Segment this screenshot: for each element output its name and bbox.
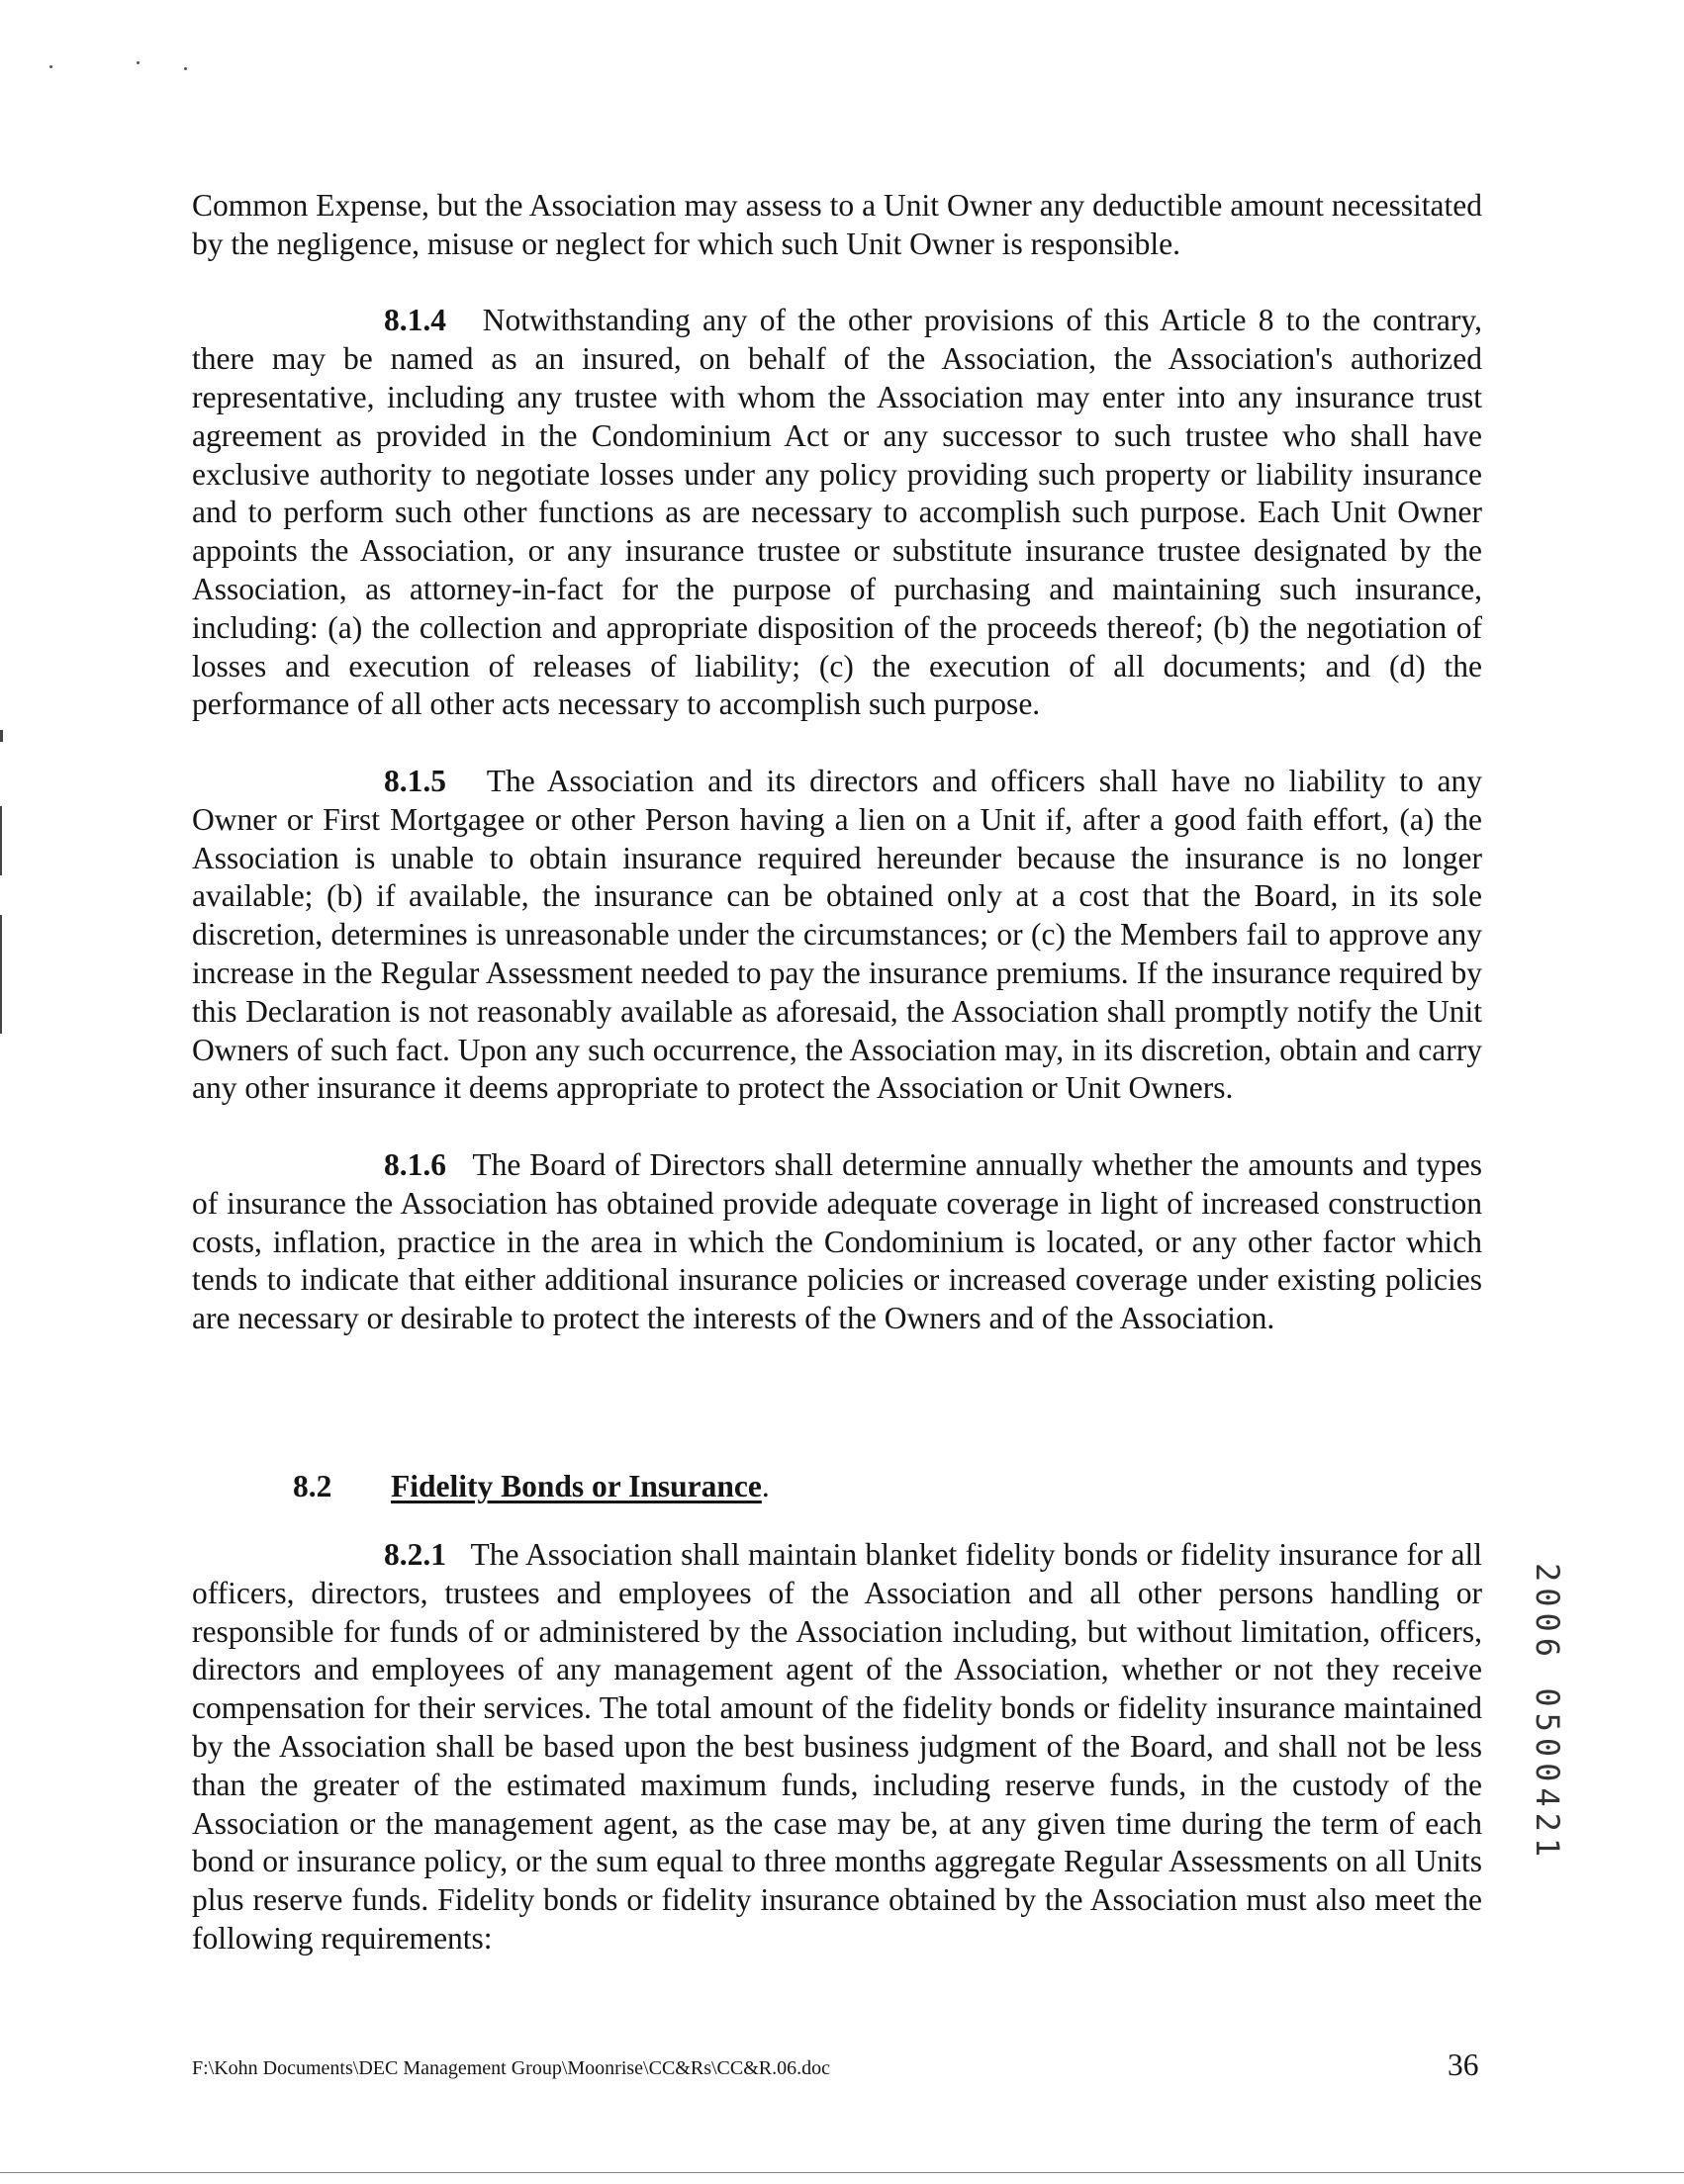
- section-8-1-6: [192, 1146, 1482, 1338]
- main-text: [192, 187, 1482, 1338]
- recording-stamp: 2006 0500421: [1529, 1563, 1566, 1864]
- footer-file-path: F:\Kohn Documents\DEC Management Group\Moonrise\CC&Rs\CC&R.06.doc: [192, 2057, 830, 2079]
- section-text: Notwithstanding any of the other provisions of this Article 8 to the contrary, there may be named as an insured, on behalf of the Association, the Association's authorized representative, including any trustee with whom the Association may enter into any insurance trust agreement as provided in the Condominium Act or any successor to such trustee who shall have exclusive authority to negotiate losses under any policy providing such property or liability insurance and to perform such other functions as are necessary to accomplish such purpose. Each Unit Owner appoints the Association, or any insurance trustee or substitute insurance trustee designated by the Association, as attorney-in-fact for the purpose of purchasing and maintaining such insurance, including: (a) the collection and appropriate disposition of the proceeds thereof; (b) the negotiation of losses and execution of releases of liability; (c) the execution of all documents; and (d) the performance of all other acts necessary to accomplish such purpose.: [192, 303, 1482, 722]
- section-number: 8.2.1: [384, 1537, 446, 1572]
- section-number: 8.1.6: [384, 1146, 446, 1182]
- scan-bottom-edge: [0, 2172, 1684, 2173]
- section-8-2-title: Fidelity Bonds or Insurance: [391, 1469, 762, 1503]
- section-text: The Association and its directors and officers shall have no liability to any Owner or First Mortgagee or other Person having a lien on a Unit if, after a good faith effort, (a) the Association is unable to obtain insurance required hereunder because the insurance is no longer available; (b) if available, the insurance can be obtained only at a cost that the Board, in its sole discretion, determines is unreasonable under the circumstances; or (c) the Members fail to approve any increase in the Regular Assessment needed to pay the insurance premiums. If the insurance required by this Declaration is not reasonably available as aforesaid, the Association shall promptly notify the Unit Owners of such fact. Upon any such occurrence, the Association may, in its discretion, obtain and carry any other insurance it deems appropriate to protect the Association or Unit Owners.: [192, 763, 1483, 1106]
- continuation-paragraph: Common Expense, but the Association may assess to a Unit Owner any deductible amount necessitated by the negligence, misuse or neglect for which such Unit Owner is responsible.: [192, 188, 1482, 261]
- section-8-2-number: 8.2: [293, 1469, 332, 1503]
- scan-edge-mark: [0, 806, 2, 875]
- scan-speck: [184, 67, 187, 70]
- section-8-1-5: [192, 763, 1482, 1108]
- page-number: 36: [1448, 2048, 1479, 2082]
- scan-speck: [49, 65, 52, 68]
- section-8-2-1: [192, 1536, 1482, 1958]
- section-text: The Association shall maintain blanket fidelity bonds or fidelity insurance for all officers, directors, trustees and employees of the Association and all other persons handling or responsible for funds of or administered by the Association including, but without limitation, officers, directors and employees of any management agent of the Association, whether or not they receive compensation for their services. The total amount of the fidelity bonds or fidelity insurance maintained by the Association shall be based upon the best business judgment of the Board, and shall not be less than the greater of the estimated maximum funds, including reserve funds, in the custody of the Association or the management agent, as the case may be, at any given time during the term of each bond or insurance policy, or the sum equal to three months aggregate Regular Assessments on all Units plus reserve funds. Fidelity bonds or fidelity insurance obtained by the Association must also meet the following requirements:: [192, 1537, 1482, 1956]
- section-number: 8.1.4: [384, 303, 446, 338]
- scan-edge-mark: [0, 730, 3, 742]
- section-8-1-4: [192, 302, 1482, 724]
- scan-edge-mark: [0, 915, 2, 1034]
- section-text: The Board of Directors shall determine annually whether the amounts and types of insurance the Association has obtained provide adequate coverage in light of increased construction costs, inflation, practice in the area in which the Condominium is located, or any other factor which tends to indicate that either additional insurance policies or increased coverage under existing policies are necessary or desirable to protect the interests of the Owners and of the Association.: [192, 1146, 1482, 1336]
- section-number: 8.1.5: [384, 763, 446, 798]
- main-text-continued: [192, 1536, 1482, 1958]
- section-8-2-heading: Fidelity Bonds or Insurance.: [391, 1469, 770, 1503]
- scan-speck: [137, 61, 140, 64]
